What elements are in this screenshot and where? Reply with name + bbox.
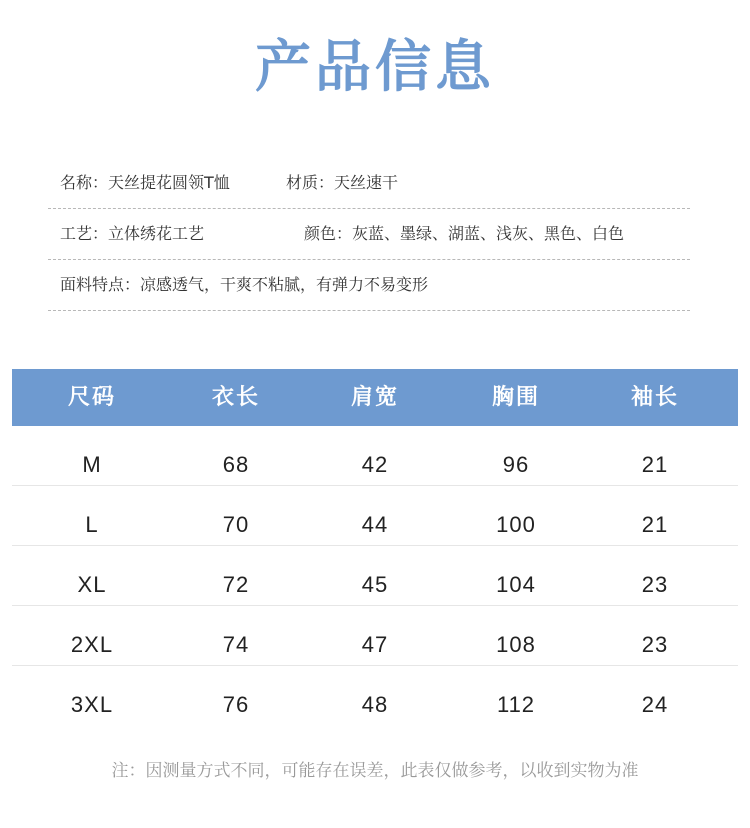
product-info-section — [48, 158, 690, 311]
info-row-craft-colors — [48, 209, 690, 260]
cell-shoulder: 42 — [361, 452, 389, 477]
info-row-name-material — [48, 158, 690, 209]
cell-length: 72 — [222, 572, 250, 597]
cell-shoulder: 45 — [361, 572, 389, 597]
cell-size: M — [82, 452, 102, 477]
header-shoulder: 肩宽 — [350, 385, 400, 410]
measurement-note: 注：因测量方式不同，可能存在误差，此表仅做参考，以收到实物为准 — [111, 761, 639, 781]
cell-size: XL — [77, 572, 107, 597]
cell-sleeve: 21 — [641, 512, 669, 537]
header-chest: 胸围 — [491, 385, 541, 410]
cell-chest: 100 — [496, 512, 536, 537]
cell-sleeve: 23 — [641, 572, 669, 597]
cell-sleeve: 24 — [641, 692, 669, 717]
cell-shoulder: 48 — [361, 692, 389, 717]
page-title: 产品信息 — [255, 35, 495, 100]
header-size: 尺码 — [67, 385, 117, 410]
cell-length: 70 — [222, 512, 250, 537]
cell-shoulder: 44 — [361, 512, 389, 537]
cell-shoulder: 47 — [361, 632, 389, 657]
fabric-features: 面料特点：凉感透气，干爽不粘腻，有弹力不易变形 — [60, 275, 429, 294]
table-row — [12, 606, 738, 666]
product-name: 名称：天丝提花圆领T恤 — [60, 173, 230, 192]
size-table — [12, 369, 738, 725]
table-row — [12, 426, 738, 486]
product-craft: 工艺：立体绣花工艺 — [60, 224, 205, 243]
product-colors: 颜色：灰蓝、墨绿、湖蓝、浅灰、黑色、白色 — [304, 224, 625, 243]
table-row — [12, 546, 738, 606]
cell-chest: 108 — [496, 632, 536, 657]
table-header — [12, 369, 738, 426]
header-length: 衣长 — [211, 385, 261, 410]
table-row — [12, 486, 738, 546]
product-material: 材质：天丝速干 — [286, 173, 399, 192]
cell-chest: 112 — [496, 692, 536, 717]
cell-sleeve: 21 — [641, 452, 669, 477]
cell-size: 2XL — [70, 632, 114, 657]
cell-length: 68 — [222, 452, 250, 477]
info-row-fabric — [48, 260, 690, 311]
cell-size: L — [85, 512, 99, 537]
cell-chest: 96 — [502, 452, 530, 477]
header-sleeve: 袖长 — [630, 385, 680, 410]
cell-length: 74 — [222, 632, 250, 657]
cell-length: 76 — [222, 692, 250, 717]
cell-sleeve: 23 — [641, 632, 669, 657]
cell-chest: 104 — [496, 572, 536, 597]
table-row — [12, 666, 738, 725]
cell-size: 3XL — [70, 692, 114, 717]
